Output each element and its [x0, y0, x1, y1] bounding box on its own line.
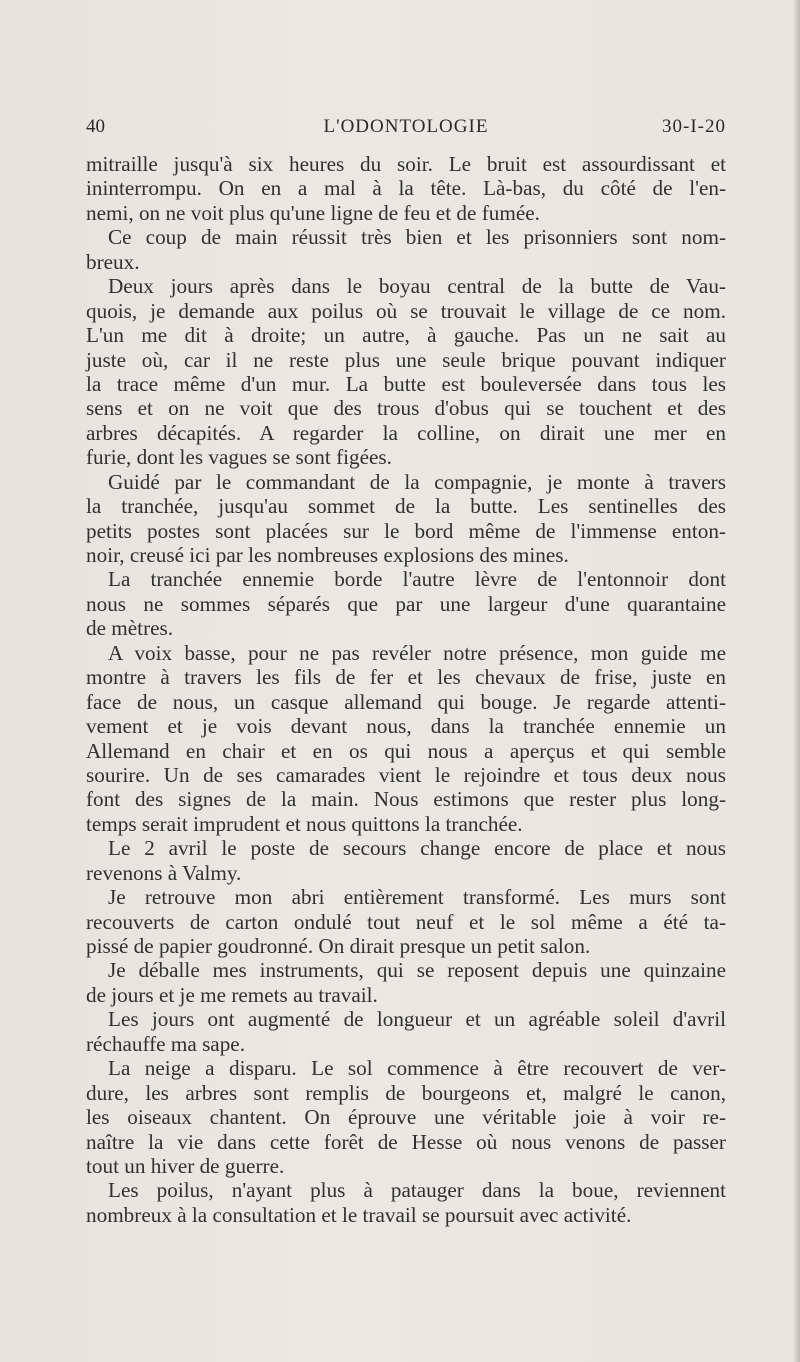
- text-line: Les poilus, n'ayant plus à patauger dans la boue, reviennent: [108, 1178, 726, 1203]
- text-line: Deux jours après dans le boyau central de la butte de Vau-: [108, 274, 726, 299]
- text-line: La neige a disparu. Le sol commence à être recouvert de ver-: [108, 1056, 726, 1081]
- text-line: sens et on ne voit que des trous d'obus qui se touchent et des: [86, 396, 726, 421]
- text-line: petits postes sont placées sur le bord même de l'immense enton-: [86, 518, 726, 543]
- text-line: la trace même d'un mur. La butte est bouleversée dans tous les: [86, 371, 726, 396]
- text-line: Guidé par le commandant de la compagnie, je monte à travers: [108, 469, 726, 494]
- text-line: Je déballe mes instruments, qui se reposent depuis une quinzaine: [108, 958, 726, 983]
- text-line: la tranchée, jusqu'au sommet de la butte. Les sentinelles des: [86, 494, 726, 519]
- text-line: Les jours ont augmenté de longueur et un agréable soleil d'avril: [108, 1007, 726, 1032]
- text-line: font des signes de la main. Nous estimons que rester plus long-: [86, 787, 726, 812]
- text-line: réchauffe ma sape.: [86, 1031, 246, 1056]
- text-line: ininterrompu. On en a mal à la tête. Là-bas, du côté de l'en-: [86, 176, 726, 201]
- body-text: [86, 152, 726, 1227]
- text-line: temps serait imprudent et nous quittons la tranchée.: [86, 811, 523, 836]
- text-line: sourire. Un de ses camarades vient le rejoindre et tous deux nous: [86, 762, 726, 787]
- text-line: de jours et je me remets au travail.: [86, 982, 378, 1007]
- text-line: Je retrouve mon abri entièrement transformé. Les murs sont: [108, 885, 726, 910]
- text-line: mitraille jusqu'à six heures du soir. Le bruit est assourdissant et: [86, 152, 726, 176]
- text-line: naître la vie dans cette forêt de Hesse où nous venons de passer: [86, 1129, 726, 1154]
- text-line: Ce coup de main réussit très bien et les prisonniers sont nom-: [108, 225, 726, 250]
- text-line: recouverts de carton ondulé tout neuf et le sol même a été ta-: [86, 909, 726, 934]
- text-line: pissé de papier goudronné. On dirait presque un petit salon.: [86, 934, 591, 958]
- text-line: vement et je vois devant nous, dans la tranchée ennemie un: [86, 714, 726, 739]
- journal-title: L'ODONTOLOGIE: [323, 116, 489, 137]
- text-line: La tranchée ennemie borde l'autre lèvre de l'entonnoir dont: [108, 567, 726, 592]
- text-line: quois, je demande aux poilus où se trouvait le village de ce nom.: [86, 298, 726, 323]
- text-line: nous ne sommes séparés que par une largeur d'une quarantaine: [86, 591, 726, 616]
- text-line: tout un hiver de guerre.: [86, 1153, 285, 1178]
- text-line: nemi, on ne voit plus qu'une ligne de feu et de fumée.: [86, 200, 540, 225]
- text-line: breux.: [86, 249, 140, 274]
- issue-date: 30-I-20: [662, 116, 726, 137]
- text-line: revenons à Valmy.: [86, 860, 242, 885]
- text-line: montre à travers les fils de fer et les chevaux de frise, juste en: [86, 665, 726, 690]
- text-line: face de nous, un casque allemand qui bouge. Je regarde attenti-: [86, 689, 726, 714]
- text-line: Allemand en chair et en os qui nous a aperçus et qui semble: [86, 738, 726, 763]
- text-line: A voix basse, pour ne pas revéler notre présence, mon guide me: [108, 640, 726, 665]
- text-line: Le 2 avril le poste de secours change encore de place et nous: [108, 836, 726, 861]
- text-line: furie, dont les vagues se sont figées.: [86, 445, 392, 470]
- text-line: L'un me dit à droite; un autre, à gauche. Pas un ne sait au: [86, 323, 726, 348]
- page-edge: [794, 0, 800, 1362]
- text-line: les oiseaux chantent. On éprouve une véritable joie à voir re-: [86, 1105, 726, 1130]
- text-line: dure, les arbres sont remplis de bourgeons et, malgré le canon,: [86, 1080, 726, 1105]
- running-header: [86, 116, 726, 144]
- text-line: de mètres.: [86, 616, 174, 641]
- text-line: noir, creusé ici par les nombreuses explosions des mines.: [86, 543, 569, 567]
- text-line: nombreux à la consultation et le travail se poursuit avec activité.: [86, 1202, 632, 1227]
- text-line: juste où, car il ne reste plus une seule brique pouvant indiquer: [86, 347, 726, 372]
- page-number: 40: [86, 116, 105, 137]
- text-line: arbres décapités. A regarder la colline, on dirait une mer en: [86, 420, 726, 445]
